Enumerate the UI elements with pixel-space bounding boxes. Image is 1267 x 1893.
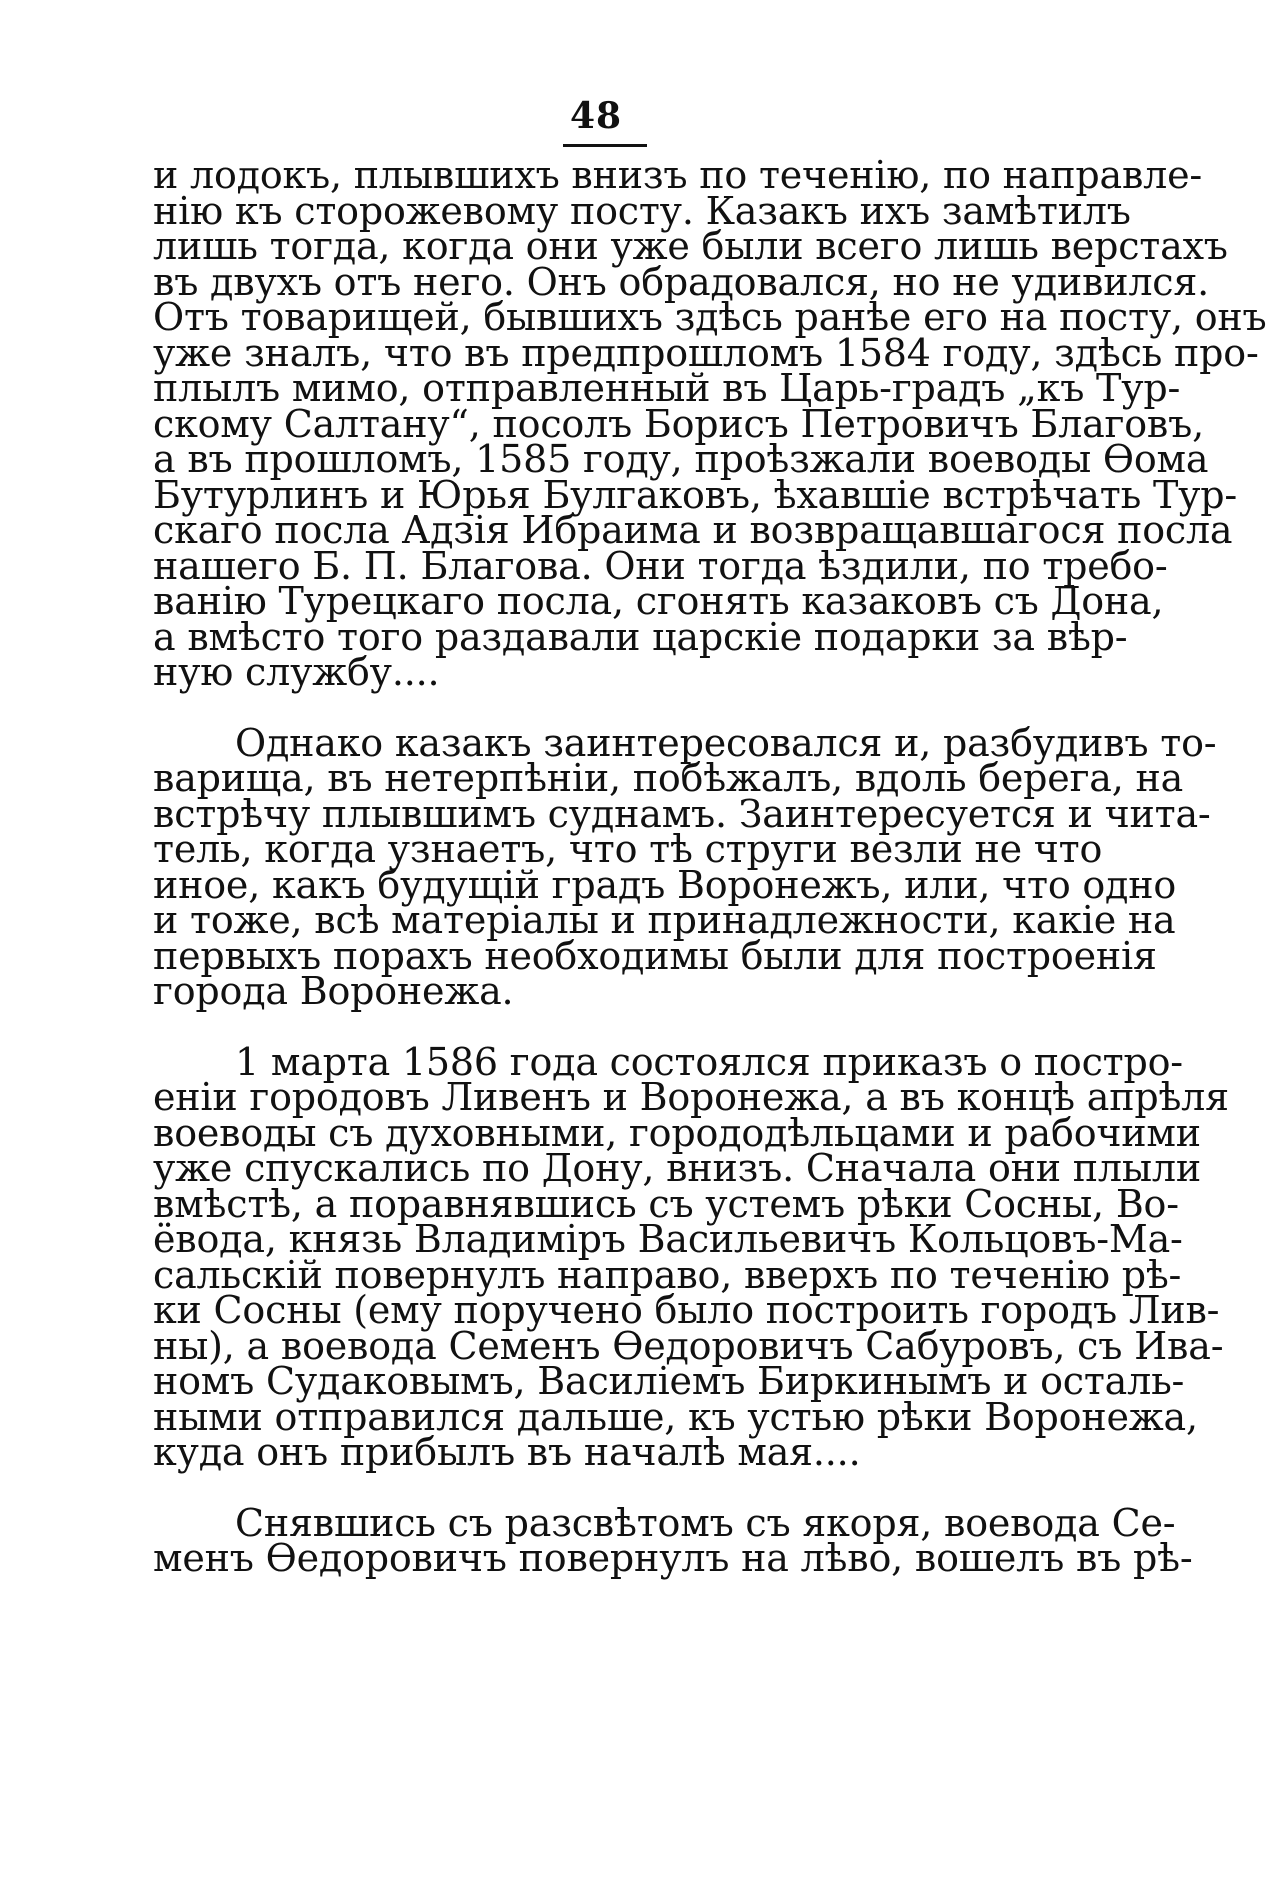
- text-line: ки Сосны (ему поручено было построить городъ Лив-: [153, 1288, 1220, 1332]
- text-line: ную службу....: [153, 650, 440, 694]
- text-line: города Воронежа.: [153, 969, 514, 1013]
- page-number-underline: [563, 144, 647, 147]
- text-line: Бутурлинъ и Юрья Булгаковъ, ѣхавшіе встрѣчать Тур-: [153, 473, 1238, 517]
- text-line: уже спускались по Дону, внизъ. Сначала они плыли: [153, 1146, 1201, 1190]
- text-line: и тоже, всѣ матеріалы и принадлежности, какіе на: [153, 898, 1176, 942]
- text-line: и лодокъ, плывшихъ внизъ по теченію, по направле-: [153, 153, 1203, 197]
- text-line: скому Салтану“, посолъ Борисъ Петровичъ Благовъ,: [153, 402, 1204, 446]
- text-line: варища, въ нетерпѣніи, побѣжалъ, вдоль берега, на: [153, 756, 1184, 800]
- text-line: первыхъ порахъ необходимы были для построенія: [153, 934, 1157, 978]
- text-line: скаго посла Адзія Ибраима и возвращавшагося посла: [153, 508, 1233, 552]
- text-line: иное, какъ будущій градъ Воронежъ, или, что одно: [153, 863, 1177, 907]
- text-line: ны), а воевода Семенъ Ѳедоровичъ Сабуровъ, съ Ива-: [153, 1324, 1224, 1368]
- text-line: уже зналъ, что въ предпрошломъ 1584 году, здѣсь про-: [153, 331, 1259, 375]
- text-line: менъ Ѳедоровичъ повернулъ на лѣво, вошелъ въ рѣ-: [153, 1536, 1193, 1580]
- text-line: ными отправился дальше, къ устью рѣки Воронежа,: [153, 1395, 1198, 1439]
- text-line: Однако казакъ заинтересовался и, разбудивъ то-: [235, 721, 1217, 765]
- text-line: куда онъ прибылъ въ началѣ мая....: [153, 1430, 861, 1474]
- text-line: нію къ сторожевому посту. Казакъ ихъ замѣтилъ: [153, 189, 1131, 233]
- text-line: номъ Судаковымъ, Василіемъ Биркинымъ и осталь-: [153, 1359, 1185, 1403]
- text-line: въ двухъ отъ него. Онъ обрадовался, но не удивился.: [153, 260, 1210, 304]
- text-line: еніи городовъ Ливенъ и Воронежа, а въ концѣ апрѣля: [153, 1075, 1229, 1119]
- text-line: тель, когда узнаетъ, что тѣ струги везли не что: [153, 827, 1103, 871]
- text-line: Отъ товарищей, бывшихъ здѣсь ранѣе его на посту, онъ: [153, 295, 1267, 339]
- text-line: 1 марта 1586 года состоялся приказъ о постро-: [235, 1040, 1183, 1084]
- text-line: нашего Б. П. Благова. Они тогда ѣздили, по требо-: [153, 544, 1168, 588]
- text-line: встрѣчу плывшимъ суднамъ. Заинтересуется и чита-: [153, 792, 1211, 836]
- text-line: ёвода, князь Владиміръ Васильевичъ Кольцовъ-Ма-: [153, 1217, 1183, 1261]
- page-number: 48: [570, 95, 623, 137]
- text-line: сальскій повернулъ направо, вверхъ по теченію рѣ-: [153, 1253, 1182, 1297]
- text-line: лишь тогда, когда они уже были всего лишь верстахъ: [153, 224, 1228, 268]
- text-line: а вмѣсто того раздавали царскіе подарки за вѣр-: [153, 615, 1128, 659]
- text-line: Снявшись съ разсвѣтомъ съ якоря, воевода Се-: [235, 1501, 1176, 1545]
- text-line: ванію Турецкаго посла, сгонять казаковъ съ Дона,: [153, 579, 1164, 623]
- text-line: воеводы съ духовными, горододѣльцами и рабочими: [153, 1111, 1201, 1155]
- text-line: а въ прошломъ, 1585 году, проѣзжали воеводы Ѳома: [153, 437, 1209, 481]
- text-line: вмѣстѣ, а поравнявшись съ устемъ рѣки Сосны, Во-: [153, 1182, 1179, 1226]
- text-line: плылъ мимо, отправленный въ Царь-градъ „къ Тур-: [153, 366, 1181, 410]
